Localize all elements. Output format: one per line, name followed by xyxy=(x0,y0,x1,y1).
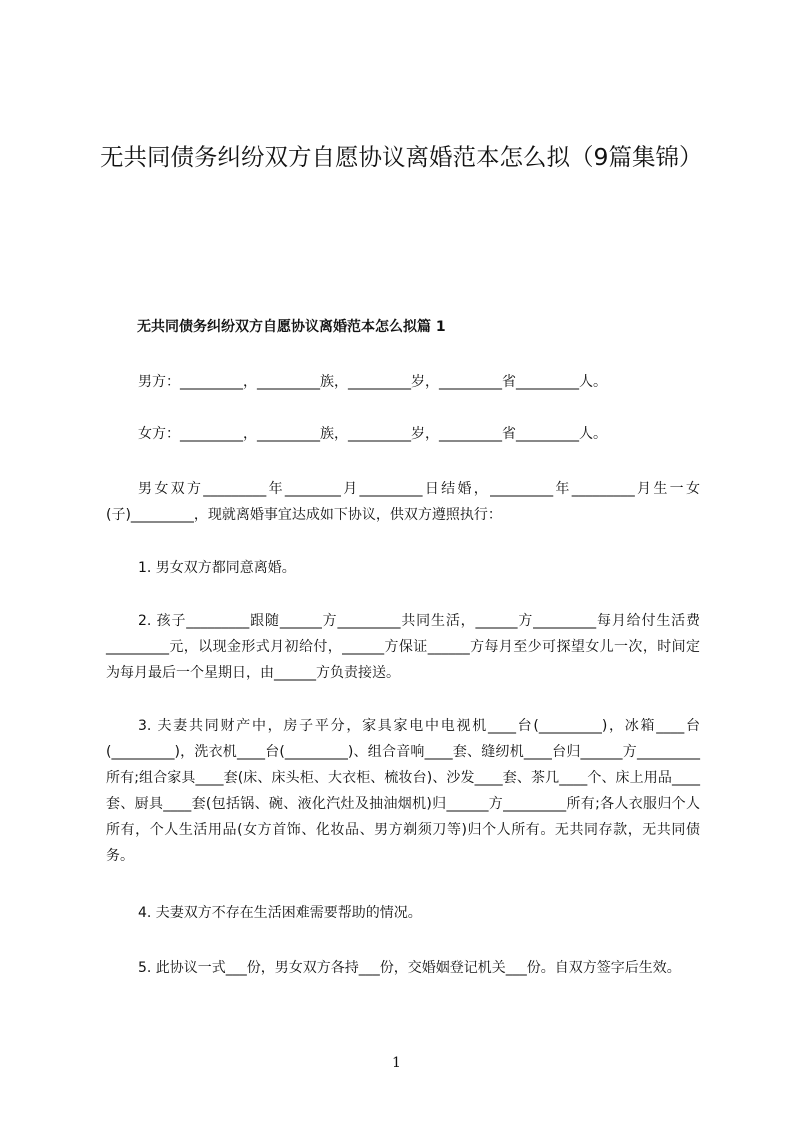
section-heading: 无共同债务纠纷双方自愿协议离婚范本怎么拟篇 1 xyxy=(137,319,446,335)
paragraph-male-party: 男方：_________，_________族，_________岁，_________省_________人。 xyxy=(138,374,607,390)
paragraph-clause-3: 3. 夫妻共同财产中，房子平分，家具家电中电视机____台(_________)，冰箱____台(_________)，洗衣机____台(_________)、组合音响____套、缝纫机____台归______方_________所有;组合家具____套(床、床头柜、大衣柜、梳妆台)、沙发____套、茶几____个、床上用品____套、厨具____套(包括锅、碗、液化汽灶及抽油烟机)归______方_________所有;各人衣服归个人所有，个人生活用品(女方首饰、化妆品、男方剃须刀等)归个人所有。无共同存款，无共同债务。 xyxy=(106,718,700,864)
paragraph-female-party: 女方：_________，_________族，_________岁，_________省_________人。 xyxy=(138,426,607,442)
page-number: 1 xyxy=(392,1055,401,1071)
paragraph-marriage-info: 男女双方_________年________月_________日结婚，_________年_________月生一女(子)_________，现就离婚事宜达成如下协议，供双方遵照执行： xyxy=(106,481,700,523)
document-title: 无共同债务纠纷双方自愿协议离婚范本怎么拟（9篇集锦） xyxy=(100,143,703,171)
paragraph-clause-2: 2. 孩子_________跟随______方_________共同生活，______方_________每月给付生活费_________元，以现金形式月初给付，______方保证______方每月至少可探望女儿一次，时间定为每月最后一个星期日，由______方负责接送。 xyxy=(106,613,700,681)
paragraph-clause-4: 4. 夫妻双方不存在生活困难需要帮助的情况。 xyxy=(138,905,422,921)
paragraph-clause-1: 1. 男女双方都同意离婚。 xyxy=(138,560,296,576)
paragraph-clause-5: 5. 此协议一式___份，男女双方各持___份，交婚姻登记机关___份。自双方签字后生效。 xyxy=(138,960,681,976)
